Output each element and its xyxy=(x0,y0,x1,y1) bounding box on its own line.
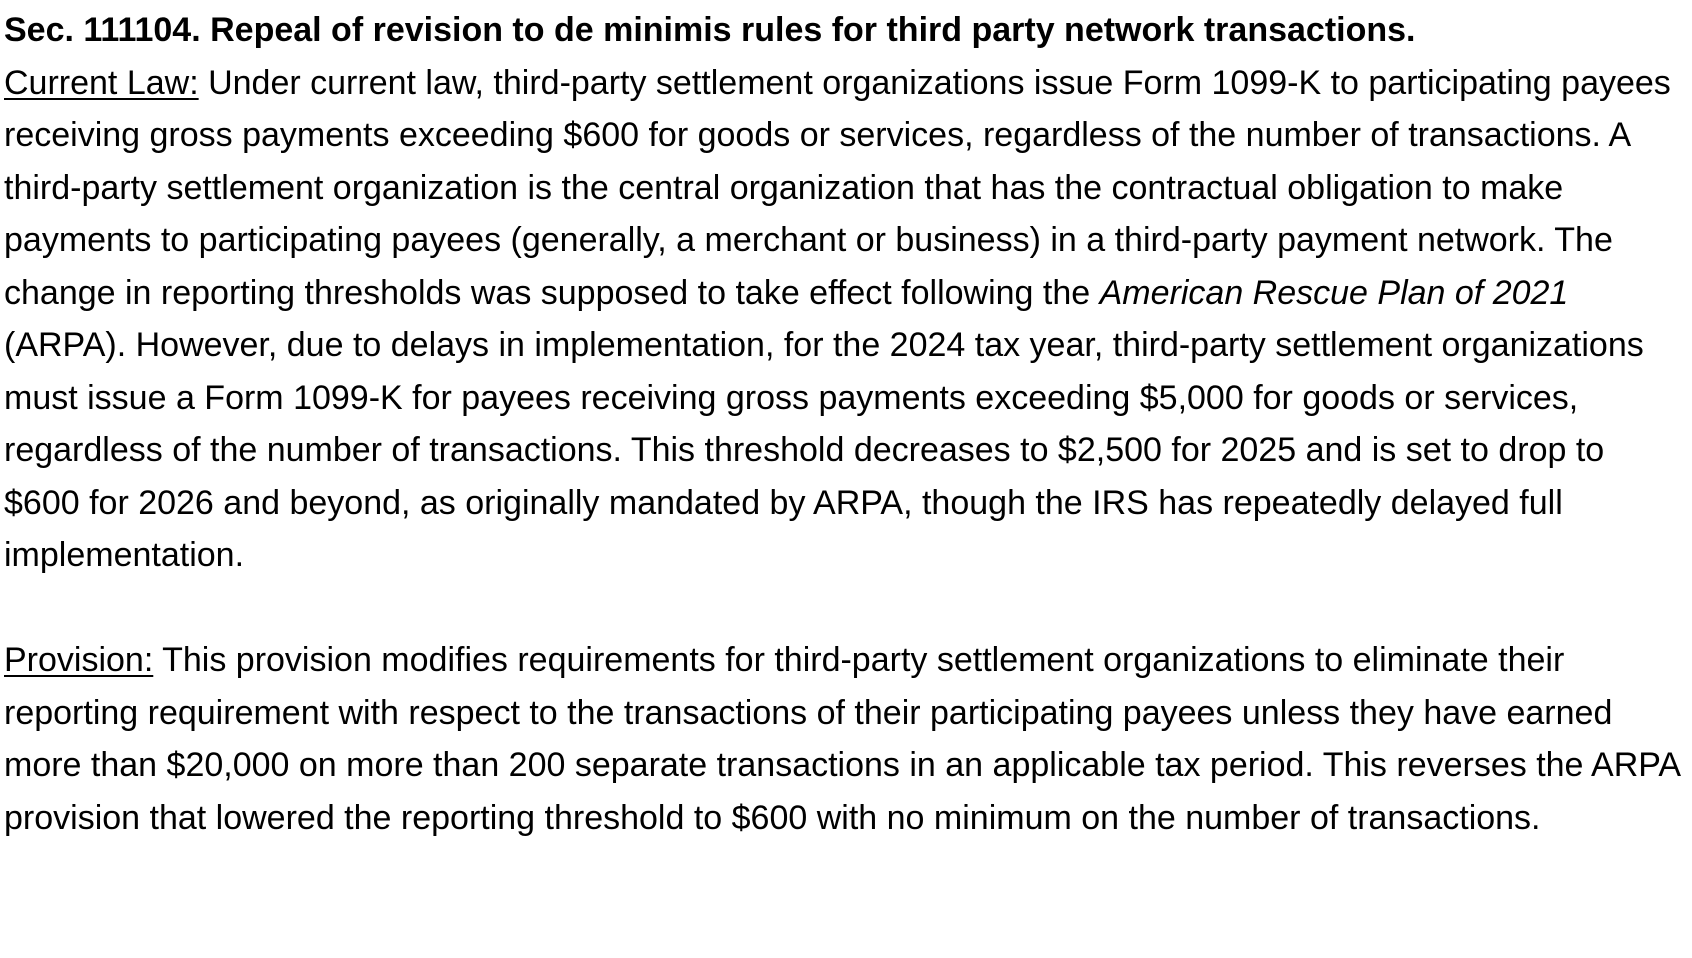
current-law-paragraph xyxy=(4,57,1684,582)
section-heading: Sec. 111104. Repeal of revision to de minimis rules for third party network transactions. xyxy=(4,11,1416,49)
provision-text: This provision modifies requirements for third-party settlement organizations to eliminate their reporting requirement with respect to the transactions of their participating payees unless they have earned more than $20,000 on more than 200 separate transactions in an applicable tax period. This reverses the ARPA provision that lowered the reporting threshold to $600 with no minimum on the number of transactions. xyxy=(4,641,1680,837)
current-law-text-part-1: Under current law, third-party settlement organizations issue Form 1099-K to participating payees receiving gross payments exceeding $600 for goods or services, regardless of the number of transactions. A third-party settlement organization is the central organization that has the contractual obligation to make payments to participating payees (generally, a merchant or business) in a third-party payment network. The change in reporting thresholds was supposed to take effect following the xyxy=(4,63,1671,312)
current-law-label: Current Law: xyxy=(4,63,199,102)
provision-paragraph xyxy=(4,634,1684,844)
current-law-text-part-2: (ARPA). However, due to delays in implementation, for the 2024 tax year, third-party settlement organizations must issue a Form 1099-K for payees receiving gross payments exceeding $5,000 for goods or services, regardless of the number of transactions. This threshold decreases to $2,500 for 2025 and is set to drop to $600 for 2026 and beyond, as originally mandated by ARPA, though the IRS has repeatedly delayed full implementation. xyxy=(4,326,1644,574)
arpa-act-title: American Rescue Plan of 2021 xyxy=(1099,273,1569,312)
paragraph-spacer xyxy=(4,582,1684,635)
provision-label: Provision: xyxy=(4,641,154,679)
